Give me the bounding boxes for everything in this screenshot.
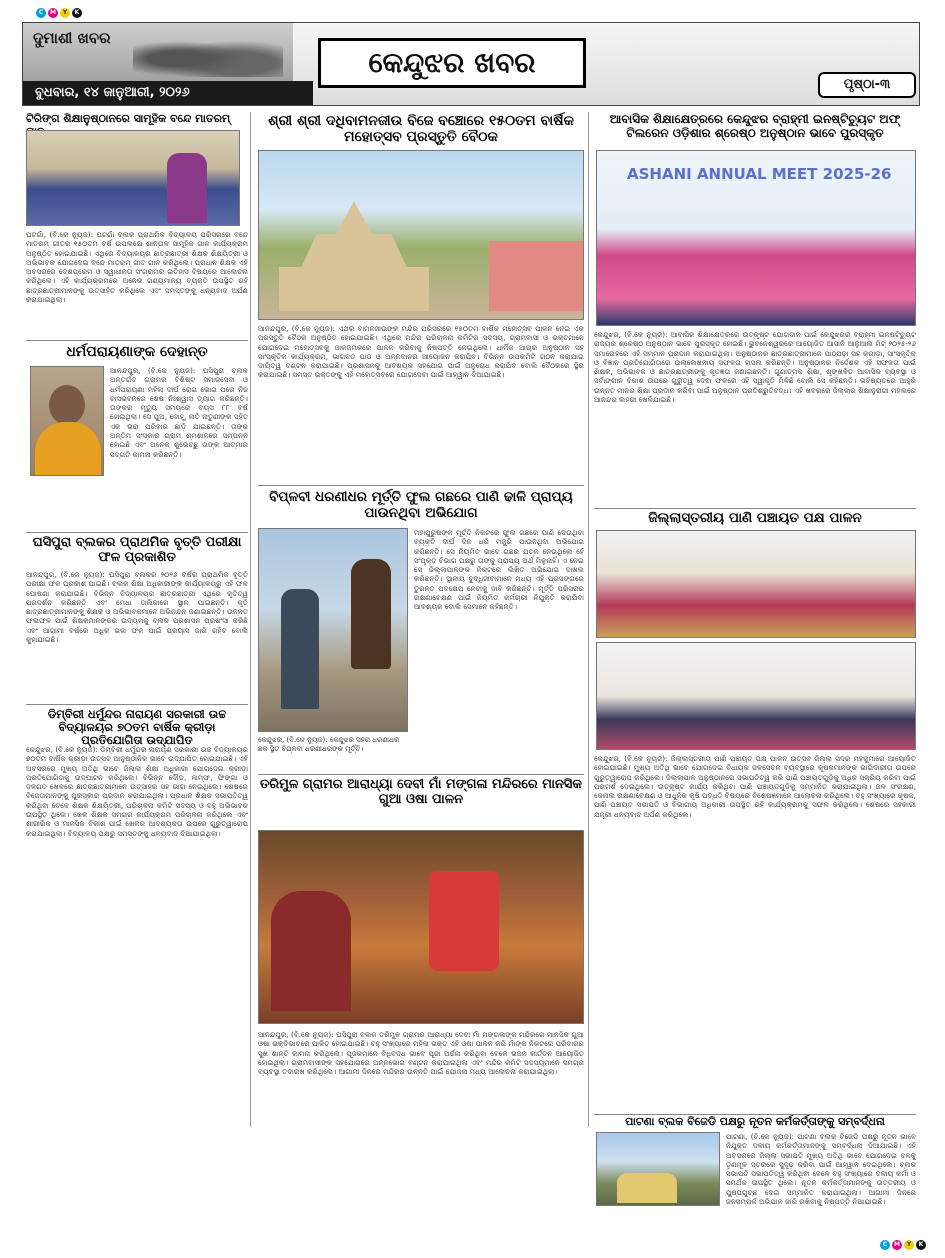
statue-headline: ବିପ୍ଳବୀ ଧରଣୀଧର ମୂର୍ତ୍ତି ଫୁଲ ଗଛରେ ପାଣି ଢାଳି ପ୍ରାପ୍ୟ ପାଉନଥିବା ଅଭିଯୋଗ — [269, 489, 573, 521]
cmyk-dot-magenta: M — [48, 8, 58, 18]
statue-photo — [258, 528, 408, 732]
issue-date: ବୁଧବାର, ୧୪ ଜାନୁଆରୀ, ୨୦୨୬ — [23, 81, 313, 105]
cmyk-dot-yellow: Y — [904, 1240, 914, 1250]
exam-result-body: ଆନନ୍ଦପୁର, (ବି.କେ ନ୍ୟୁଜ): ଘସିପୁରା ବ୍ଲକର ୨୦୨୬ ବର୍ଷର ପ୍ରାଥମିକ ବୃତ୍ତି ପରୀକ୍ଷା ଫଳ ପ୍ରକାଶ ପାଇଛି। ବ୍ଲକ ଶିକ୍ଷା ଅଧିକାରୀଙ୍କ କାର୍ଯ୍ୟାଳୟରୁ ଏହି ଫଳ ଘୋଷଣା କରାଯାଇଛି। ବିଭିନ୍ନ ବିଦ୍ୟାଳୟର ଛାତ୍ରଛାତ୍ରୀ ଏଥିରେ କୃତିତ୍ୱ ପ୍ରଦର୍ଶନ କରିଛନ୍ତି ଏବଂ ମେଧା ତାଲିକାରେ ସ୍ଥାନ ପାଇଛନ୍ତି। କୃତି ଛାତ୍ରଛାତ୍ରୀମାନଙ୍କୁ ଶିକ୍ଷକ ଓ ଅଭିଭାବକମାନେ ଅଭିନନ୍ଦନ ଜଣାଇଛନ୍ତି। ଉନ୍ନତ ଫଳାଫଳ ପାଇଁ ଶିକ୍ଷକମାନଙ୍କର ଉଦ୍ୟମକୁ ବ୍ଲକ ପ୍ରଶାସନ ପ୍ରଶଂସା କରିଛି ଏବଂ ଆଗାମୀ ବର୍ଷରେ ଅଧିକ ଭଲ ଫଳ ପାଇଁ ପ୍ରୟାସ ଜାରି ରହିବ ବୋଲି କୁହାଯାଇଛି। — [26, 570, 248, 645]
divider — [26, 532, 248, 533]
obituary-portrait-photo — [30, 366, 104, 476]
award-body: କେନ୍ଦୁଝର, (ବି.କେ ନ୍ୟୁଜ): ଆବାସିକ ଶିକ୍ଷାକ୍ଷେତ୍ରରେ ଉତ୍କୃଷ୍ଟ ଯୋଗଦାନ ପାଇଁ କେନ୍ଦୁଝରର ବ୍ରାହ୍ମୀ ଇନଷ୍ଟିଚ୍ୟୁଟ ରାଜ୍ୟର ଶ୍ରେଷ୍ଠ ଅନୁଷ୍ଠାନ ଭାବେ ପୁରସ୍କୃତ ହୋଇଛି। ଭୁବନେଶ୍ୱରରେ ଆୟୋଜିତ ଆସାନି ଆନୁଆଲ ମିଟ୍ ୨୦୨୫-୨୬ ସମାରୋହରେ ଏହି ସମ୍ମାନ ପ୍ରଦାନ କରାଯାଇଥିଲା। ଅନୁଷ୍ଠାନର ଛାତ୍ରଛାତ୍ରୀମାନେ ପାଠପଢ଼ା ସହ କ୍ରୀଡ଼ା, ସାଂସ୍କୃତିକ ଓ ବିଜ୍ଞାନ ପ୍ରତିଯୋଗିତାରେ ଉଲ୍ଲେଖନୀୟ ସଫଳତା ହାସଲ କରିଛନ୍ତି। ଅନୁଷ୍ଠାନର ନିର୍ଦ୍ଦେଶକ ଏହି ସଫଳତା ପାଇଁ ଶିକ୍ଷକ, ଅଭିଭାବକ ଓ ଛାତ୍ରଛାତ୍ରୀଙ୍କୁ କୃତଜ୍ଞତା ଜଣାଇଛନ୍ତି। ଗୁଣାତ୍ମକ ଶିକ୍ଷା, ଶୃଙ୍ଖଳିତ ଆବାସିକ ବ୍ୟବସ୍ଥା ଓ ସର୍ବାଙ୍ଗୀନ ବିକାଶ ଉପରେ ଗୁରୁତ୍ୱ ଦେବା ଫଳରେ ଏହି ସ୍ୱୀକୃତି ମିଳିଛି ବୋଲି ସେ କହିଛନ୍ତି। ଭବିଷ୍ୟତରେ ଆହୁରି ଉନ୍ନତ ମାନର ଶିକ୍ଷା ପ୍ରଦାନ କରିବା ପାଇଁ ଅନୁଷ୍ଠାନ ପ୍ରତିଶ୍ରୁତିବଦ୍ଧ। ଏହି ଖବରରେ ଜିଲ୍ଲାର ଶିକ୍ଷାନୁରାଗୀ ମହଲରେ ଆନନ୍ଦର ଲହରୀ ଖେଳିଯାଇଛି। — [594, 330, 916, 405]
cmyk-dot-yellow: Y — [60, 8, 70, 18]
divider — [258, 485, 584, 486]
puja-headline: ତରିମୁଳ ଗ୍ରାମର ଆରାଧ୍ୟା ଦେବୀ ମାଁ ମଙ୍ଗଳା ମନ୍ଦିରରେ ମାନସିକ ଗୁଆ ଓଷା ପାଳନ — [259, 777, 583, 807]
exam-result-headline: ଘସିପୁରା ବ୍ଲକର ପ୍ରାଥମିକ ବୃତ୍ତି ପରୀକ୍ଷା ଫଳ ପ୍ରକାଶିତ — [32, 535, 242, 565]
divider — [594, 508, 916, 509]
cmyk-dot-cyan: C — [36, 8, 46, 18]
water-event-photo-2 — [596, 642, 916, 750]
mahotsav-body: ଆନନ୍ଦପୁର, (ବି.କେ ନ୍ୟୁଜ): ଏଥର ବାମନଜୀଉଙ୍କ ମନ୍ଦିର ପରିସରରେ ୧୫୦ତମ ବାର୍ଷିକ ମହୋତ୍ସବ ପାଳନ ନେଇ ଏକ ପ୍ରସ୍ତୁତି ବୈଠକ ଅନୁଷ୍ଠିତ ହୋଇଯାଇଛି। ଏଥିରେ ମନ୍ଦିର ପରିଚାଳନା କମିଟିର ସଦସ୍ୟ, ଗ୍ରାମବାସୀ ଓ ଭକ୍ତମାନେ ଯୋଗଦେଇ ମହୋତ୍ସବକୁ ଜାକଜମକରେ ପାଳନ କରିବାକୁ ନିଷ୍ପତ୍ତି ନେଇଥିଲେ। ଧାର୍ମିକ ଆଚାର ଅନୁଷ୍ଠାନ ସହ ସାଂସ୍କୃତିକ କାର୍ଯ୍ୟକ୍ରମ, ଭାଗବତ ପାଠ ଓ ଅନ୍ନଦାନର ଆୟୋଜନ କରାଯିବ। ବିଭିନ୍ନ ଉପକମିଟି ଗଠନ କରାଯାଇ ଦାୟିତ୍ୱ ବଣ୍ଟନ କରାଯାଇଛି। ପ୍ରଶାସନକୁ ଆବଶ୍ୟକ ସହଯୋଗ ପାଇଁ ଅନୁରୋଧ କରାଯିବ ବୋଲି ବୈଠକରେ ସ୍ଥିର କରାଯାଇଛି। ସମସ୍ତ ଭକ୍ତଙ୍କୁ ଏହି ମହୋତ୍ସବରେ ଯୋଗଦେବା ପାଇଁ ଆହ୍ୱାନ ଦିଆଯାଇଛି। — [258, 324, 584, 380]
sports-body: କେନ୍ଦୁଝର, (ବି.କେ ନ୍ୟୁଜ): ଡିମ୍ବିରୀ ଧର୍ମୁନ୍ଦର ନାରାୟଣ ସରକାରୀ ଉଚ୍ଚ ବିଦ୍ୟାଳୟର ୭୦ତମ ବାର୍ଷିକ କ୍ରୀଡ଼ା ଉତ୍ସବ ଆନୁଷ୍ଠାନିକ ଭାବେ ଉଦ୍‌ଯାପିତ ହୋଇଯାଇଛି। ଏହି ଅବସରରେ ମୁଖ୍ୟ ଅତିଥି ଭାବେ ଜିଲ୍ଲା ଶିକ୍ଷା ଅଧିକାରୀ ଯୋଗଦେଇ କ୍ରୀଡ଼ା ପ୍ରତିଯୋଗିତାକୁ ଉଦ୍‌ଘାଟନ କରିଥିଲେ। ବିଭିନ୍ନ ଦୌଡ଼, ଲମ୍ଫ, ଫିଙ୍ଗା ଓ ଦଳଗତ ଖେଳରେ ଛାତ୍ରଛାତ୍ରୀମାନେ ଉତ୍ସାହର ସହ ଭାଗ ନେଇଥିଲେ। ଶେଷରେ ବିଜେତାମାନଙ୍କୁ ପୁରସ୍କାର ପ୍ରଦାନ କରାଯାଇଥିଲା। ପ୍ରଧାନ ଶିକ୍ଷକ ସଭାପତିତ୍ୱ କରିଥିବା ବେଳେ ଶିକ୍ଷକ ଶିକ୍ଷୟିତ୍ରୀ, ପରିଚାଳନା କମିଟି ସଦସ୍ୟ ଓ ବହୁ ଅଭିଭାବକ ଉପସ୍ଥିତ ଥିଲେ। ଖେଳ ଶିକ୍ଷକ ସମଗ୍ର କାର୍ଯ୍ୟକ୍ରମ ପରିଚାଳନା କରିଥିଲେ ଏବଂ ଶାରୀରିକ ଓ ମାନସିକ ବିକାଶ ପାଇଁ ଖେଳର ଆବଶ୍ୟକତା ଉପରେ ଗୁରୁତ୍ୱାରୋପ କରାଯାଇଥିଲା। ବିଦ୍ୟାଳୟ ପକ୍ଷରୁ ସମସ୍ତଙ୍କୁ ଧନ୍ୟବାଦ ଦିଆଯାଇଥିଲା। — [26, 745, 248, 838]
statue-photo-caption: କେନ୍ଦୁଝର, (ବି.କେ ନ୍ୟୁଜ): କେନ୍ଦୁଝର ସହର ଧରଣୀଧର ଛକ ସ୍ଥିତ ବିପ୍ଳବୀ ଧରଣୀଧରଙ୍କ ମୂର୍ତ୍ତି। — [258, 736, 400, 753]
classroom-photo — [26, 130, 240, 226]
divider — [26, 340, 248, 341]
divider — [258, 774, 584, 775]
training-body: ଘଟଗାଁ, (ବି.କେ ନ୍ୟୁଜ): ଘଟଗାଁ ବ୍ଲକ ପ୍ରାଥମିକ ବିଦ୍ୟାଳୟ ପରିସରରେ ବନ୍ଦେ ମାତରମ୍ ଗୀତର ୧୫୦ତମ ବର୍ଷ ଉପଲକ୍ଷେ ଶାନ୍ତାଳ ସାମୂହିକ ଗାନ କାର୍ଯ୍ୟକ୍ରମ ଅନୁଷ୍ଠିତ ହୋଇଯାଇଛି। ଏଥିରେ ବିଦ୍ୟାଳୟର ଛାତ୍ରଛାତ୍ରୀ ଶିକ୍ଷକ ଶିକ୍ଷୟିତ୍ରୀ ଓ ଅଭିଭାବକ ଯୋଗଦେଇ ବନ୍ଦେ ମାତରମ୍ ଗୀତ ଗାନ କରିଥିଲେ। ପ୍ରଧାନ ଶିକ୍ଷକ ଏହି ଅବସରରେ ଦେଶପ୍ରେମ ଓ ସ୍ୱାଧୀନତା ସଂଗ୍ରାମର ଇତିହାସ ବିଷୟରେ ଆଲୋଚନା କରିଥିଲେ। ଏହି କାର୍ଯ୍ୟକ୍ରମରେ ଅନେକ ଗଣ୍ୟମାନ୍ୟ ବ୍ୟକ୍ତି ଉପସ୍ଥିତ ରହି ଛାତ୍ରଛାତ୍ରୀମାନଙ୍କୁ ଉତ୍ସାହିତ କରିଥିଲେ ଏବଂ ସମସ୍ତଙ୍କୁ ଧନ୍ୟବାଦ ଅର୍ପଣ କରାଯାଇଥିଲା। — [26, 230, 248, 305]
sports-headline: ଡିମ୍ବିରୀ ଧର୍ମୁନ୍ଦର ନାରାୟଣ ସରକାରୀ ଉଚ୍ଚ ବିଦ୍ୟାଳୟର ୭୦ତମ ବାର୍ଷିକ କ୍ରୀଡ଼ା ପ୍ରତିଯୋଗିତା ଉଦ୍‌ଯାପିତ — [47, 707, 227, 748]
mahotsav-headline: ଶ୍ରୀ ଶ୍ରୀ ଦଧିବାମନଜୀଉ ବିଜେ ବଞ୍ଚୋରେ ୧୫୦ତମ ବାର୍ଷିକ ମହୋତ୍ସବ ପ୍ରସ୍ତୁତି ବୈଠକ — [268, 113, 574, 146]
obituary-body: ଆନନ୍ଦପୁର, (ବି.କେ ନ୍ୟୁଜ): ଘସିପୁରା ବ୍ଲକ ଅନ୍ତର୍ଗତ ଗ୍ରାମର ବିଶିଷ୍ଟ ସମାଜସେବୀ ଓ ଧର୍ମପରାୟଣା ମହିଳା ଦୀର୍ଘ ରୋଗ ଭୋଗ ପରେ ନିଜ ବାସଭବନରେ ଶେଷ ନିଃଶ୍ୱାସ ତ୍ୟାଗ କରିଛନ୍ତି। ତାଙ୍କର ମୃତ୍ୟୁ ସମୟରେ ବୟସ ୮୮ ବର୍ଷ ହୋଇଥିଲା। ସେ ପୁଅ, ବୋହୂ, ନାତି ନାତୁଣୀଙ୍କ ସହିତ ଏକ ଭରା ପରିବାର ଛାଡ଼ି ଯାଇଛନ୍ତି। ତାଙ୍କ ଅନ୍ତିମ ସଂସ୍କାର ଗ୍ରାମ ଶ୍ମଶାନରେ ସମ୍ପନ୍ନ ହୋଇଛି ଏବଂ ଅନେକ ଶୁଭେଚ୍ଛୁ ତାଙ୍କ ଆତ୍ମାର ସଦ୍‌ଗତି କାମନା କରିଛନ୍ତି। — [110, 366, 248, 459]
bjd-group-photo — [596, 1132, 720, 1206]
water-body: କେନ୍ଦୁଝର, (ବି.କେ ନ୍ୟୁଜ): ଜିଲ୍ଲାସ୍ତରୀୟ ପାଣି ପଞ୍ଚାୟତ ପକ୍ଷ ପାଳନ ଉତ୍ସବ ଜିଲ୍ଲା ସଦର ମହକୁମାରେ ଆୟୋଜିତ ହୋଇଯାଇଛି। ମୁଖ୍ୟ ଅତିଥି ଭାବେ ଯୋଗଦେଇ ବିଧାୟକ ଜଳସେଚନ ବ୍ୟବସ୍ଥାରେ କୃଷକମାନଙ୍କ ଭାଗିଦାରୀତା ଉପରେ ଗୁରୁତ୍ୱାରୋପ କରିଥିଲେ। ଜିଲ୍ଲାପାଳ ଅନୁଷ୍ଠାନରେ ସଭାପତିତ୍ୱ କରି ପାଣି ପଞ୍ଚାୟତଗୁଡ଼ିକୁ ଅଧିକ ସକ୍ରିୟ କରିବା ପାଇଁ ପରାମର୍ଶ ଦେଇଥିଲେ। ଉତ୍କୃଷ୍ଟ କାର୍ଯ୍ୟ କରିଥିବା ପାଣି ପଞ୍ଚାୟତଗୁଡ଼ିକୁ ସମ୍ମାନିତ କରାଯାଇଥିଲା। ଜଳ ସଂରକ୍ଷଣ, କେନାଲ ରକ୍ଷଣାବେକ୍ଷଣ ଓ ଆଧୁନିକ କୃଷି ପଦ୍ଧତି ବିଷୟରେ ବିଶେଷଜ୍ଞମାନେ ଆଲୋଚନା କରିଥିଲେ। ବହୁ ସଂଖ୍ୟାରେ କୃଷକ, ପାଣି ପଞ୍ଚାୟତ ସଭାପତି ଓ ବିଭାଗୀୟ ଅଧିକାରୀ ଉପସ୍ଥିତ ରହି କାର୍ଯ୍ୟକ୍ରମକୁ ସଫଳ କରିଥିଲେ। ଶେଷରେ ସହକାରୀ ଯନ୍ତ୍ରୀ ଧନ୍ୟବାଦ ଅର୍ପଣ କରିଥିଲେ। — [594, 754, 916, 819]
divider — [26, 704, 248, 705]
cmyk-dot-cyan: C — [880, 1240, 890, 1250]
cmyk-marks-bottom — [880, 1240, 926, 1250]
temple-photo — [258, 150, 584, 320]
puja-body: ଆନନ୍ଦପୁର, (ବି.କେ ନ୍ୟୁଜ): ଘସିପୁରା ବ୍ଲକ ତରିମୁଳ ଗ୍ରାମର ଆରାଧ୍ୟା ଦେବୀ ମାଁ ମଙ୍ଗଳାଙ୍କ ମନ୍ଦିରରେ ମାନସିକ ଗୁଆ ଓଷା ଭକ୍ତିଭାବରେ ପାଳିତ ହୋଇଯାଇଛି। ବହୁ ସଂଖ୍ୟାରେ ମହିଳା ଭକ୍ତ ଏହି ଓଷା ପାଳନ କରି ମାଁଙ୍କ ନିକଟରେ ପରିବାରର ସୁଖ ଶାନ୍ତି କାମନା କରିଥିଲେ। ପୂଜକମାନେ ବିଧିବଦ୍ଧ ଭାବେ ପୂଜା ଅର୍ଚ୍ଚନା କରିଥିବା ବେଳେ ଭଜନ କୀର୍ତ୍ତନ ଆୟୋଜିତ ହୋଇଥିଲା। ଗ୍ରାମବାସୀଙ୍କ ସହଯୋଗରେ ଅନ୍ନଭୋଗ ବଣ୍ଟନ କରାଯାଇଥିଲା ଏବଂ ମନ୍ଦିର କମିଟି ସଦସ୍ୟମାନେ ସମଗ୍ର ବ୍ୟବସ୍ଥା ତଦାରଖ କରିଥିଲେ। ଆଗାମୀ ଦିନରେ ମନ୍ଦିରର ଉନ୍ନତି ପାଇଁ ଯୋଜନା ମଧ୍ୟ ଆଲୋଚନା କରାଯାଇଥିଲା। — [258, 1030, 584, 1077]
page-number-badge: ପୃଷ୍ଠା-୩ — [818, 72, 916, 98]
column-rule-right — [588, 112, 589, 1127]
cmyk-dot-magenta: M — [892, 1240, 902, 1250]
cmyk-marks-top — [36, 8, 82, 18]
water-headline: ଜିଲ୍ଲାସ୍ତରୀୟ ପାଣି ପଞ୍ଚାୟତ ପକ୍ଷ ପାଳନ — [648, 510, 862, 526]
cmyk-dot-black: K — [916, 1240, 926, 1250]
obituary-headline: ଧର୍ମପରାୟଣାଙ୍କ ଦେହାନ୍ତ — [66, 344, 208, 360]
brand-name: ଦୁମାଶୀ ଖବର — [33, 29, 111, 47]
bjd-body: ପାଟଣା, (ବି.କେ ନ୍ୟୁଜ): ପାଟଣା ବ୍ଲକ ବିଜେଡି ପକ୍ଷରୁ ନୂତନ ଭାବେ ନିଯୁକ୍ତ ଦଳୀୟ କର୍ମକର୍ତ୍ତାମାନଙ୍କୁ ସମ୍ବର୍ଦ୍ଧନା ଦିଆଯାଇଛି। ଏହି ଅବସରରେ ଜିଲ୍ଲା ସଭାପତି ମୁଖ୍ୟ ଅତିଥି ଭାବେ ଯୋଗଦେଇ ଦଳକୁ ତୃଣମୂଳ ସ୍ତରରେ ସୁଦୃଢ଼ କରିବା ପାଇଁ ଆହ୍ୱାନ ଦେଇଥିଲେ। ବ୍ଲକ ସଭାପତି ସଭାପତିତ୍ୱ କରିଥିବା ବେଳେ ବହୁ ସଂଖ୍ୟାରେ ଦଳୀୟ କର୍ମୀ ଓ ସମର୍ଥକ ଉପସ୍ଥିତ ଥିଲେ। ନୂତନ କର୍ମକର୍ତ୍ତାମାନଙ୍କୁ ଉତ୍ତରୀୟ ଓ ପୁଷ୍ପଗୁଚ୍ଛ ଦେଇ ସମ୍ମାନିତ କରାଯାଇଥିଲା। ଆଗାମୀ ଦିନରେ ଜନସମ୍ପର୍କ ଅଭିଯାନ ଜାରି ରଖିବାକୁ ନିଷ୍ପତ୍ତି ନିଆଯାଇଛି। — [726, 1132, 916, 1207]
section-title: କେନ୍ଦୁଝର ଖବର — [318, 38, 586, 88]
ritual-photo — [258, 830, 584, 1024]
award-headline: ଆବାସିକ ଶିକ୍ଷାକ୍ଷେତ୍ରରେ କେନ୍ଦୁଝର ବ୍ରାହ୍ମୀ ଇନଷ୍ଟିଚ୍ୟୁଟ ଅଫ୍ ଟିଲରେନ ଓଡ଼ିଶାର ଶ୍ରେଷ୍ଠ ଅନୁଷ୍ଠାନ ଭାବେ ପୁରସ୍କୃତ — [609, 112, 901, 140]
cmyk-dot-black: K — [72, 8, 82, 18]
column-rule-left — [250, 112, 251, 1127]
award-ceremony-photo — [596, 150, 916, 326]
training-headline: ଟିରିଙ୍ଗ ଶିକ୍ଷାନୁଷ୍ଠାନରେ ସାମୂହିକ ବନ୍ଦେ ମାତରମ୍ — [26, 112, 231, 125]
water-event-photo-1 — [596, 530, 916, 638]
landscape-illustration — [133, 31, 283, 77]
statue-body: ମହାପୁରୁଷଙ୍କ ମୂର୍ତ୍ତି ନିକଟରେ ଫୁଲ ଗଛରେ ପାଣି ଦେଉଥିବା ବ୍ୟକ୍ତି ଦୀର୍ଘ ଦିନ ଧରି ମଜୁରି ପାଉନଥିବା ଅଭିଯୋଗ କରିଛନ୍ତି। ସେ ନିୟମିତ ଭାବେ ଗଛର ଯତ୍ନ ନେଉଥିଲେ ହେଁ ସଂପୃକ୍ତ ବିଭାଗ ପକ୍ଷରୁ ତାଙ୍କୁ ପ୍ରାପ୍ୟ ଅର୍ଥ ମିଳୁନାହିଁ। ଏ ନେଇ ସେ ଜିଲ୍ଲାପାଳଙ୍କ ନିକଟରେ ଲିଖିତ ଅଭିଯୋଗ ଦାଖଲ କରିଛନ୍ତି। ସ୍ଥାନୀୟ ବୁଦ୍ଧିଜୀବୀମାନେ ମଧ୍ୟ ଏହି ପ୍ରସଙ୍ଗରେ ତୁରନ୍ତ ପଦକ୍ଷେପ ନେବାକୁ ଦାବି କରିଛନ୍ତି। ମୂର୍ତ୍ତି ପରିସରର ରକ୍ଷଣାବେକ୍ଷଣ ପାଇଁ ନିୟମିତ କର୍ମଚାରୀ ନିଯୁକ୍ତି କରାଯିବା ଆବଶ୍ୟକ ବୋଲି ସେମାନେ କହିଛନ୍ତି। — [414, 528, 584, 612]
bjd-headline: ପାଟଣା ବ୍ଲକ ବିଜେଡି ପକ୍ଷରୁ ନୂତନ କର୍ମକର୍ତ୍ତାଙ୍କୁ ସମ୍ବର୍ଦ୍ଧନା — [625, 1115, 885, 1128]
